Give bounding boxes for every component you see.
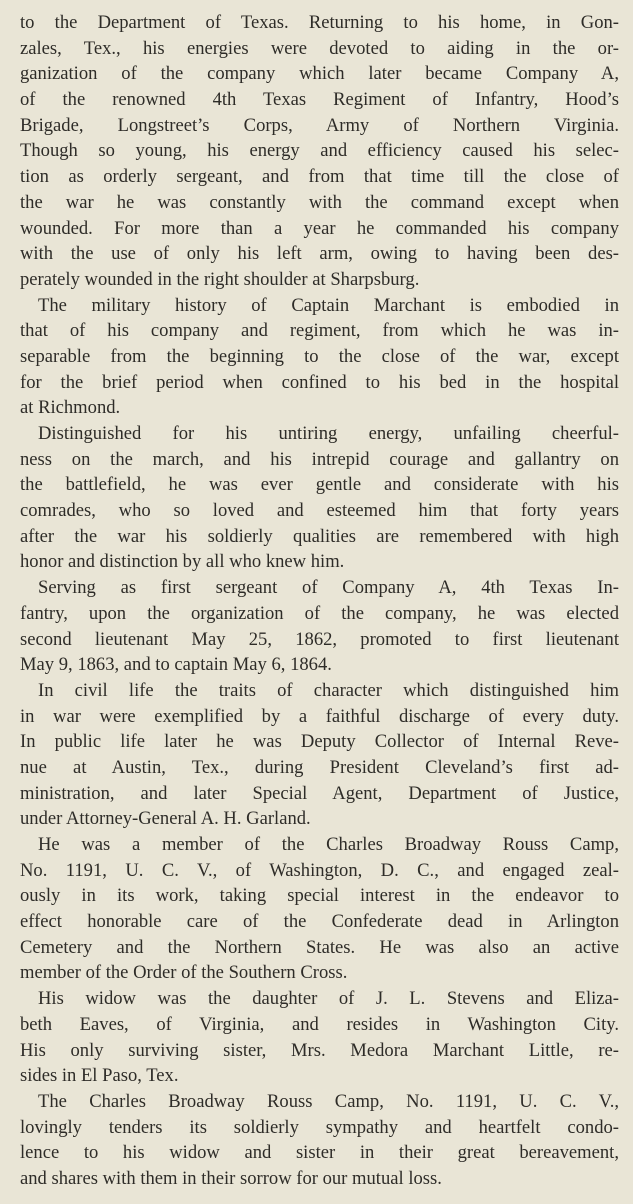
paragraph	[20, 293, 619, 421]
text-line: the war he was constantly with the command except when	[20, 191, 619, 213]
text-line: lence to his widow and sister in their great bereavement,	[20, 1142, 619, 1164]
paragraph	[20, 575, 619, 678]
text-line: tion as orderly sergeant, and from that time till the close of	[20, 166, 619, 188]
paragraph	[20, 421, 619, 575]
text-line: and shares with them in their sorrow for our mutual loss.	[20, 1167, 442, 1189]
article-body	[20, 10, 619, 1192]
text-line: ganization of the company which later became Company A,	[20, 63, 619, 85]
text-line: ness on the march, and his intrepid courage and gallantry on	[20, 448, 619, 470]
text-line: separable from the beginning to the close of the war, except	[20, 345, 619, 367]
text-line: comrades, who so loved and esteemed him that forty years	[20, 500, 619, 522]
text-line: after the war his soldierly qualities are remembered with high	[20, 525, 619, 547]
text-line: Serving as first sergeant of Company A, 4th Texas In-	[38, 577, 619, 599]
text-line: ously in its work, taking special interest in the endeavor to	[20, 885, 619, 907]
text-line: with the use of only his left arm, owing to having been des-	[20, 243, 619, 265]
text-line: lovingly tenders its soldierly sympathy and heartfelt condo-	[20, 1116, 619, 1138]
paragraph	[20, 832, 619, 986]
text-line: Distinguished for his untiring energy, unfailing cheerful-	[38, 423, 619, 444]
text-line: to the Department of Texas. Returning to his home, in Gon-	[20, 12, 619, 33]
text-line: at Richmond.	[20, 397, 121, 419]
paragraph	[20, 678, 619, 832]
text-line: The Charles Broadway Rouss Camp, No. 1191, U. C. V.,	[38, 1090, 619, 1112]
text-line: honor and distinction by all who knew him.	[20, 551, 345, 573]
text-line: Though so young, his energy and efficiency caused his selec-	[20, 140, 619, 162]
text-line: Cemetery and the Northern States. He was also an active	[20, 936, 619, 958]
text-line: effect honorable care of the Confederate dead in Arlington	[20, 911, 619, 933]
text-line: that of his company and regiment, from which he was in-	[20, 320, 619, 342]
text-line: beth Eaves, of Virginia, and resides in Washington City.	[20, 1013, 619, 1035]
text-line: May 9, 1863, and to captain May 6, 1864.	[20, 654, 332, 676]
paragraph	[20, 1089, 619, 1192]
text-line: fantry, upon the organization of the company, he was elected	[20, 602, 619, 624]
text-line: wounded. For more than a year he commanded his company	[20, 217, 619, 239]
text-line: In public life later he was Deputy Collector of Internal Reve-	[20, 731, 619, 753]
text-line: Brigade, Longstreet’s Corps, Army of Northern Virginia.	[20, 114, 619, 136]
text-line: for the brief period when confined to his bed in the hospital	[20, 371, 619, 393]
text-line: second lieutenant May 25, 1862, promoted to first lieutenant	[20, 628, 619, 650]
text-line: member of the Order of the Southern Cross.	[20, 962, 348, 984]
paragraph	[20, 10, 619, 293]
text-line: His widow was the daughter of J. L. Stevens and Eliza-	[38, 988, 619, 1010]
text-line: He was a member of the Charles Broadway Rouss Camp,	[38, 834, 619, 855]
text-line: under Attorney-General A. H. Garland.	[20, 808, 311, 830]
text-line: No. 1191, U. C. V., of Washington, D. C., and engaged zeal-	[20, 859, 619, 881]
paragraph	[20, 986, 619, 1089]
text-line: ministration, and later Special Agent, Department of Justice,	[20, 782, 619, 804]
text-line: the battlefield, he was ever gentle and considerate with his	[20, 474, 619, 496]
text-line: sides in El Paso, Tex.	[20, 1065, 179, 1087]
text-line: in war were exemplified by a faithful discharge of every duty.	[20, 705, 619, 727]
text-line: nue at Austin, Tex., during President Cleveland’s first ad-	[20, 756, 619, 778]
text-line: zales, Tex., his energies were devoted to aiding in the or-	[20, 37, 619, 59]
text-line: perately wounded in the right shoulder at Sharpsburg.	[20, 268, 420, 290]
text-line: In civil life the traits of character which distinguished him	[38, 679, 619, 701]
text-line: The military history of Captain Marchant is embodied in	[38, 294, 619, 316]
text-line: His only surviving sister, Mrs. Medora Marchant Little, re-	[20, 1039, 619, 1061]
text-line: of the renowned 4th Texas Regiment of Infantry, Hood’s	[20, 89, 619, 111]
